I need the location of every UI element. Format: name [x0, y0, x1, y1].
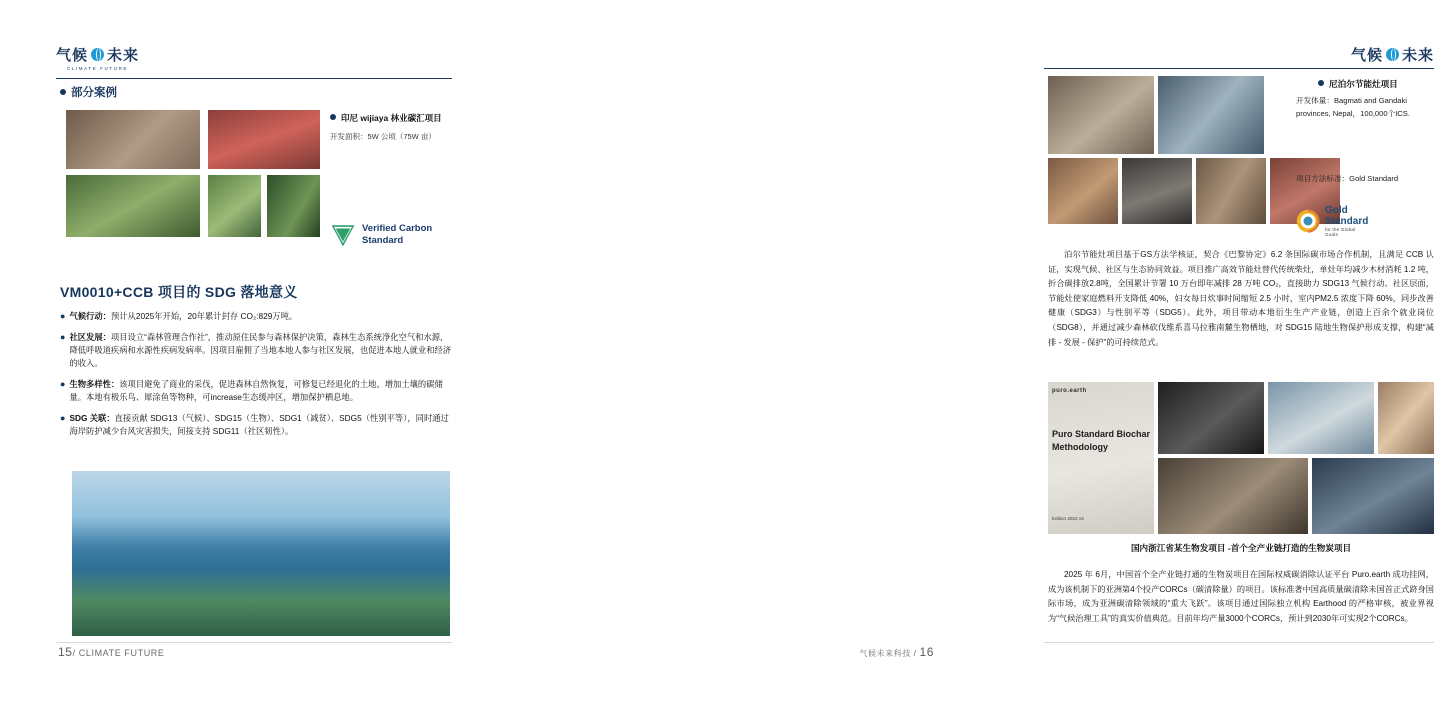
- project-area-value: Bagmati and Gandaki provinces, Nepal，100,000个ICS.: [1296, 96, 1410, 118]
- page-title: VM0010+CCB 项目的 SDG 落地意义: [60, 284, 298, 300]
- bullet-dot-icon: ●: [60, 378, 66, 389]
- section-title-text: 部分案例: [71, 87, 117, 99]
- project-method-value: Gold Standard: [1349, 174, 1399, 183]
- vcs-label-line2: Standard: [362, 235, 404, 246]
- photo-biochar-factory-visit: [1268, 382, 1374, 454]
- right-page: [496, 0, 1434, 703]
- page-number: 15: [58, 645, 73, 659]
- globe-icon: [91, 48, 104, 61]
- page-number: 16: [919, 645, 934, 659]
- brand-name-cn-left: 气候: [56, 47, 89, 64]
- project-title: [1318, 78, 1438, 90]
- photo-training-workshop: [1158, 76, 1264, 154]
- list-item-lead: SDG 关联：: [69, 412, 115, 423]
- brand-tagline: CLIMATE FUTURE: [66, 66, 129, 71]
- puro-brand: puro.earth: [1052, 388, 1087, 394]
- left-page-footer: [58, 645, 165, 659]
- figure-caption: 国内浙江省某生物发项目 -首个全产业链打造的生物炭项目: [1130, 543, 1352, 553]
- footer-label: 气候未来科技: [859, 649, 911, 658]
- project-area: [1296, 95, 1436, 120]
- right-footer-rule: [1044, 642, 1434, 643]
- project-card-title: [330, 112, 460, 125]
- photo-group-photo-ceremony: [66, 110, 200, 169]
- verified-carbon-standard-logo-icon: [330, 222, 356, 248]
- list-item: [60, 378, 452, 405]
- photo-biochar-production-line: [1158, 458, 1308, 534]
- body-paragraph-2: 2025 年 6月，中国首个全产业链打通的生物炭项目在国际权威碳消除认证平台 Puro.earth 成功挂网，成为该机制下的亚洲第4个投产CORCs（碳清除量）的项目。该标准著中国高质量碳清除未国首正式跻身国际市场，成为亚洲碳清除领域的“重大飞跃”。该项目通过国际独立机构 Earthood 的严格审核，被业界视为“气候治理工具”的真实价值典范。目前年均产量3000个CORCs，预计到2030年可实现2个CORCs。: [1048, 570, 1434, 623]
- list-item-body: 项目设立“森林管理合作社”，推动原住民参与森林保护决策，森林生态系统净化空气和水源，降低呼吸道疾病和水源性疾病发病率。因项目雇佣了当地本地人参与社区发展，也促进本地人就业和经济的收入。: [69, 331, 452, 369]
- left-page: [0, 0, 496, 703]
- photo-coastal-island-aerial: [72, 471, 450, 636]
- brand-name-cn-left: 气候: [1350, 47, 1383, 64]
- header-rule: [56, 78, 452, 79]
- project-card: [330, 112, 460, 142]
- gold-standard-name: Gold Standard: [1325, 205, 1369, 227]
- list-item-text: [69, 331, 452, 371]
- left-page-header: [56, 44, 452, 79]
- photo-biochar-in-hand: [1378, 382, 1434, 454]
- list-item: [60, 310, 452, 324]
- body-paragraph-1: 泊尔节能灶项目基于GS方法学核证，契合《巴黎协定》6.2 条国际碳市场合作机制，且满足 CCB 认证，实现气候、社区与生态协同效益。项目推广高效节能灶替代传统柴灶，单灶年均减少木材消耗 1.2 吨，折合碳排放2.8吨，全国累计节署 10 万台即年减排 28 万吨 CO₂，直接助力 SDG13 气候行动。社区层面，节能灶使家庭燃料开支降低 40%，妇女每日炊事时间缩短 2.5 小时，室内PM2.5 浓度下降 60%，同步改善健康（SDG3）与性别平等（SDG5）。此外，项目带动本地衍生生产产业链，创造上百余个就业岗位（SDG8），并通过减少森林砍伐维系喜马拉雅南麓生物栖地，对 SDG15 陆地生物保护形成支撑，构建“减排 - 发展 - 保护”的可持续范式。: [1048, 250, 1434, 347]
- section-title: [60, 84, 117, 100]
- gold-standard-logo-icon: [1296, 209, 1320, 233]
- list-item-lead: 气候行动：: [69, 311, 111, 321]
- list-item-text: [69, 310, 452, 324]
- gold-standard-badge: [1296, 205, 1368, 237]
- page-number-separator: /: [72, 648, 79, 658]
- bullet-dot-icon: ●: [60, 331, 66, 342]
- bullet-dot-icon: ●: [60, 311, 66, 321]
- photo-forest-canopy-1: [208, 175, 261, 237]
- right-page-footer: [859, 645, 934, 659]
- book-cover-edition: Edition 2022 v3: [1052, 516, 1084, 522]
- vcs-label-line1: Verified Carbon: [362, 223, 433, 235]
- list-item-body: 预计从2025年开始，20年累计封存 CO₂:829万吨。: [110, 311, 298, 321]
- brand-logo: [1044, 44, 1434, 65]
- project-card-detail: 开发面积：5W 公顷（75W 亩）: [330, 131, 436, 141]
- right-page-header: [1044, 44, 1434, 69]
- photo-workers-portrait: [1312, 458, 1434, 534]
- header-rule: [1044, 68, 1434, 69]
- list-item: [60, 412, 452, 439]
- list-item-text: [69, 378, 452, 405]
- vcs-label: [362, 223, 432, 247]
- photo-cookstove-indoor-demo: [1048, 76, 1154, 154]
- brand-name-cn-right: 未来: [107, 47, 140, 64]
- list-item-body: 该项目避免了商业的采伐，促进森林自然恢复，可修复已经退化的土地。增加土壤的碳储量。本地有极乐鸟、犀涂鱼等物种，可increase生态缓冲区，增加保护栖息地。: [69, 378, 443, 403]
- bullet-dot-icon: [60, 89, 66, 95]
- bullet-dot-icon: ●: [60, 412, 66, 423]
- project-method-label: 项目方法标准：: [1296, 174, 1350, 183]
- bullet-dot-icon: [1318, 80, 1324, 86]
- photo-stove-installation: [1048, 158, 1118, 224]
- project-title-text: 尼泊尔节能灶项目: [1329, 79, 1398, 89]
- project-method: [1296, 173, 1436, 184]
- gold-standard-label: [1325, 205, 1368, 237]
- list-item-body: 直接贡献 SDG13（气候）、SDG15（生物）、SDG1（减贫）、SDG5（性别平等），同时通过海岸防护减少台风灾害损失，间接支持 SDG11（社区韧性）。: [69, 412, 449, 437]
- list-item-lead: 生物多样性：: [69, 378, 120, 389]
- photo-charcoal-material: [1122, 158, 1192, 224]
- list-item-lead: 社区发展：: [69, 331, 111, 342]
- verified-carbon-standard-badge: [330, 222, 432, 248]
- bullet-dot-icon: [330, 114, 336, 120]
- gold-standard-sub: for the Global Goals: [1325, 227, 1356, 237]
- list-item-text: [69, 412, 452, 439]
- list-item: [60, 331, 452, 371]
- photo-community-group-red-shirts: [208, 110, 320, 169]
- project-card-title-text: 印尼 wijiaya 林业碳汇项目: [341, 113, 442, 123]
- photo-biochar-pile: [1158, 382, 1264, 454]
- book-cover-title: Puro Standard Biochar Methodology: [1052, 429, 1151, 453]
- footer-label: CLIMATE FUTURE: [78, 648, 165, 658]
- page-number-separator: /: [910, 649, 920, 658]
- sdg-bullet-list: [60, 310, 452, 446]
- project-area-label: 开发体量：: [1296, 96, 1334, 105]
- photo-field-team-vehicle: [66, 175, 200, 237]
- brand-name-cn-right: 未来: [1401, 47, 1434, 64]
- left-footer-rule: [56, 642, 452, 643]
- globe-icon: [1386, 48, 1399, 61]
- book-cover-text: [1052, 388, 1150, 521]
- photo-forest-canopy-2: [267, 175, 320, 237]
- photo-community-distribution: [1196, 158, 1266, 224]
- brand-logo: [56, 44, 139, 71]
